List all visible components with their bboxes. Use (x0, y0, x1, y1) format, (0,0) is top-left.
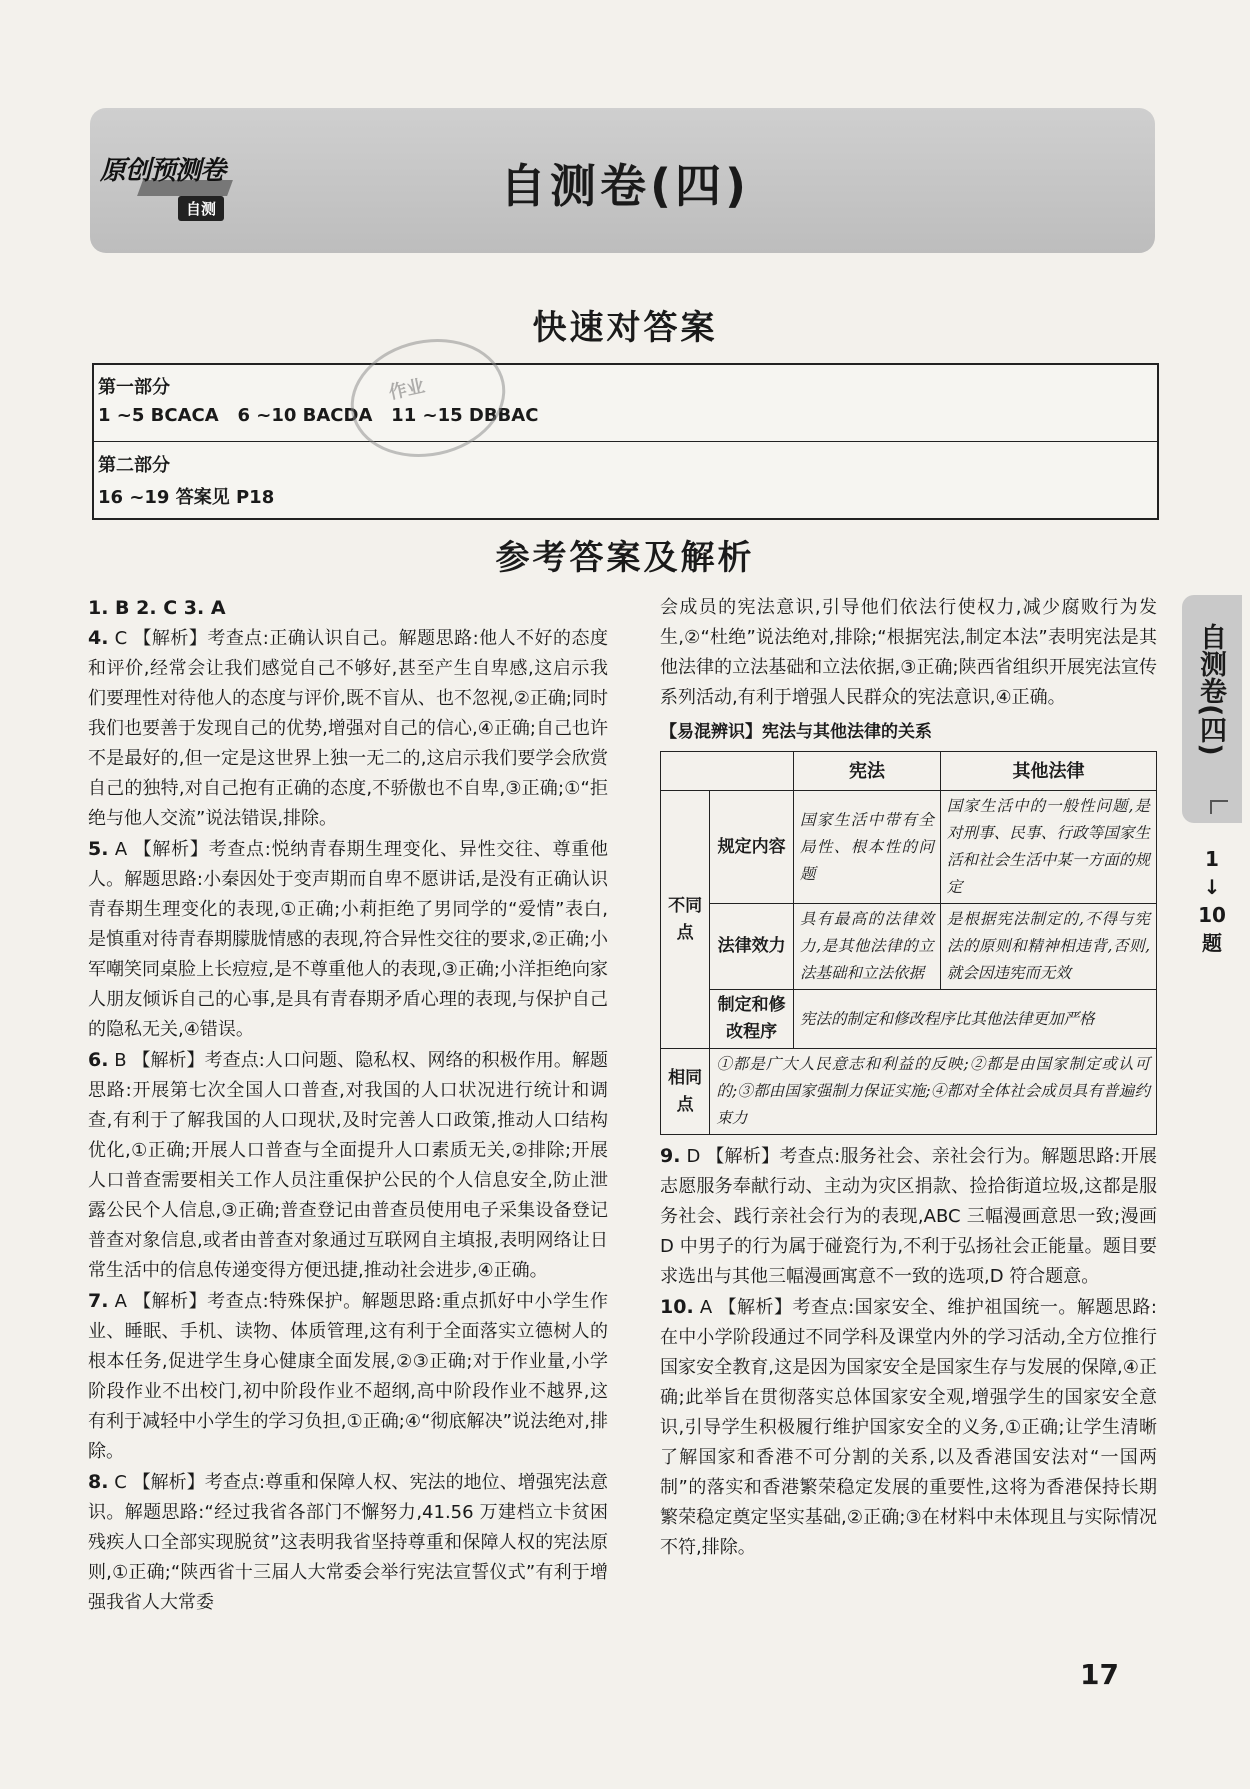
range-start: 1 (1205, 847, 1219, 871)
question-6-number: 6. (88, 1049, 109, 1071)
same-text: ①都是广大人民意志和利益的反映;②都是由国家制定或认可的;③都由国家强制力保证实施;④都对全体社会成员具有普遍约束力 (710, 1049, 1157, 1135)
question-8-number: 8. (88, 1471, 109, 1493)
question-9 (660, 1141, 1157, 1292)
row1-other: 国家生活中的一般性问题,是对刑事、民事、行政等国家生活和社会生活中某一方面的规定 (940, 791, 1156, 904)
table-row (661, 990, 1157, 1049)
range-arrow-icon: ↓ (1203, 875, 1221, 899)
question-5-number: 5. (88, 838, 109, 860)
row2-other: 是根据宪法制定的,不得与宪法的原则和精神相违背,否则,就会因违宪而无效 (940, 904, 1156, 990)
stamp-text: 作业 (387, 375, 427, 404)
question-7 (88, 1286, 608, 1467)
table-corner (661, 752, 794, 791)
range-end: 10 (1198, 903, 1226, 927)
side-tab (1182, 595, 1242, 823)
range-unit: 题 (1202, 931, 1222, 955)
question-6 (88, 1045, 608, 1286)
question-10-text: A 【解析】考查点:国家安全、维护祖国统一。解题思路:在中小学阶段通过不同学科及课堂内外的学习活动,全方位推行国家安全教育,这是因为国家安全是国家生存与发展的保障,④正确;此举旨在贯彻落实总体国家安全观,增强学生的国家安全意识,引导学生积极履行维护国家安全的义务,①正确;让学生清晰了解国家和香港不可分割的关系,以及香港国安法对“一国两制”的落实和香港繁荣稳定发展的重要性,这将为香港保持长期繁荣稳定奠定坚实基础,②正确;③在材料中未体现且与实际情况不符,排除。 (660, 1297, 1157, 1558)
side-tab-label: 自测卷(四) (1195, 623, 1226, 756)
question-10-number: 10. (660, 1296, 694, 1318)
confusion-heading: 【易混辨识】宪法与其他法律的关系 (660, 722, 932, 742)
side-range (1182, 845, 1242, 957)
question-6-text: B 【解析】考查点:人口问题、隐私权、网络的积极作用。解题思路:开展第七次全国人口普查,对我国的人口状况进行统计和调查,有利于了解我国的人口现状,及时完善人口政策,推动人口结构优化,①正确;开展人口普查与全面提升人口素质无关,②排除;开展人口普查需要相关工作人员注重保护公民的个人信息安全,防止泄露公民个人信息,③正确;普查登记由普查员使用电子采集设备登记普查对象信息,或者由普查对象通过互联网自主填报,表明网络让日常生活中的信息传递变得方便迅捷,推动社会进步,④正确。 (88, 1050, 608, 1281)
question-10 (660, 1292, 1157, 1563)
answers-1-3: 1. B 2. C 3. A (88, 597, 226, 619)
quick-answer-title: 快速对答案 (532, 308, 718, 348)
table-header-row (661, 752, 1157, 791)
row3-label: 制定和修改程序 (710, 990, 794, 1049)
question-4 (88, 623, 608, 834)
question-9-number: 9. (660, 1145, 681, 1167)
question-5-text: A 【解析】考查点:悦纳青春期生理变化、异性交往、尊重他人。解题思路:小秦因处于变声期而自卑不愿讲话,是没有正确认识青春期生理变化的表现,①正确;小莉拒绝了男同学的“爱情”表白,是慎重对待青春期朦胧情感的表现,符合异性交往的要求,②正确;小军嘲笑同桌脸上长痘痘,是不尊重他人的表现,③正确;小洋拒绝向家人朋友倾诉自己的心事,是具有青春期矛盾心理的表现,与保护自己的隐私无关,④错误。 (88, 839, 608, 1040)
answer-box-divider (94, 441, 1157, 442)
part1-answers: 1 ~5 BCACA 6 ~10 BACDA 11 ~15 DBBAC (98, 405, 539, 426)
row2-constitution: 具有最高的法律效力,是其他法律的立法基础和立法依据 (794, 904, 941, 990)
diff-label: 不同点 (661, 791, 710, 1049)
question-4-text: C 【解析】考查点:正确认识自己。解题思路:他人不好的态度和评价,经常会让我们感觉自己不够好,甚至产生自卑感,这启示我们要理性对待他人的态度与评价,既不盲从、也不忽视,②正确;同时我们也要善于发现自己的优势,增强对自己的信心,④正确;自己也许不是最好的,但一定是这世界上独一无二的,这启示我们要学会欣赏自己的独特,对自己抱有正确的态度,不骄傲也不自卑,③正确;①“拒绝与他人交流”说法错误,排除。 (88, 628, 608, 829)
same-label: 相同点 (661, 1049, 710, 1135)
page-number: 17 (1080, 1658, 1119, 1691)
analysis-title: 参考答案及解析 (495, 538, 755, 578)
left-column (88, 593, 608, 1618)
corner-mark-icon (1210, 800, 1228, 814)
table-col-other: 其他法律 (940, 752, 1156, 791)
quick-answer-box (92, 363, 1159, 520)
question-5 (88, 834, 608, 1045)
question-4-number: 4. (88, 627, 109, 649)
table-row (661, 904, 1157, 990)
part2-answers: 16 ~19 答案见 P18 (98, 487, 275, 508)
comparison-table (660, 751, 1157, 1135)
table-row (661, 1049, 1157, 1135)
part2-label: 第二部分 (98, 455, 170, 476)
question-8 (88, 1467, 608, 1618)
row1-label: 规定内容 (710, 791, 794, 904)
question-9-text: D 【解析】考查点:服务社会、亲社会行为。解题思路:开展志愿服务奉献行动、主动为灾区捐款、捡拾街道垃圾,这都是服务社会、践行亲社会行为的表现,ABC 三幅漫画意思一致;漫画 D 中男子的行为属于碰瓷行为,不利于弘扬社会正能量。题目要求选出与其他三幅漫画寓意不一致的选项,D 符合题意。 (660, 1146, 1157, 1287)
page-title: 自测卷(四) (499, 159, 751, 213)
question-8-text: C 【解析】考查点:尊重和保障人权、宪法的地位、增强宪法意识。解题思路:“经过我省各部门不懈努力,41.56 万建档立卡贫困残疾人口全部实现脱贫”这表明我省坚持尊重和保障人权的宪法原则,①正确;“陕西省十三届人大常委会举行宪法宣誓仪式”有利于增强我省人大常委 (88, 1472, 608, 1613)
question-7-text: A 【解析】考查点:特殊保护。解题思路:重点抓好中小学生作业、睡眠、手机、读物、体质管理,这有利于全面落实立德树人的根本任务,促进学生身心健康全面发展,②③正确;对于作业量,小学阶段作业不出校门,初中阶段作业不超纲,高中阶段作业不越界,这有利于减轻中小学生的学习负担,①正确;④“彻底解决”说法绝对,排除。 (88, 1291, 608, 1462)
question-7-number: 7. (88, 1290, 109, 1312)
right-column (660, 593, 1157, 1563)
table-col-constitution: 宪法 (794, 752, 941, 791)
row1-constitution: 国家生活中带有全局性、根本性的问题 (794, 791, 941, 904)
row3-text: 宪法的制定和修改程序比其他法律更加严格 (794, 990, 1157, 1049)
part1-label: 第一部分 (98, 377, 170, 398)
logo-sub-text: 自测 (178, 196, 224, 221)
row2-label: 法律效力 (710, 904, 794, 990)
table-row (661, 791, 1157, 904)
question-8-continued: 会成员的宪法意识,引导他们依法行使权力,减少腐败行为发生,②“杜绝”说法绝对,排除;“根据宪法,制定本法”表明宪法是其他法律的立法基础和立法依据,③正确;陕西省组织开展宪法宣传系列活动,有利于增强人民群众的宪法意识,④正确。 (660, 597, 1157, 708)
logo-main-text: 原创预测卷 (100, 156, 226, 186)
